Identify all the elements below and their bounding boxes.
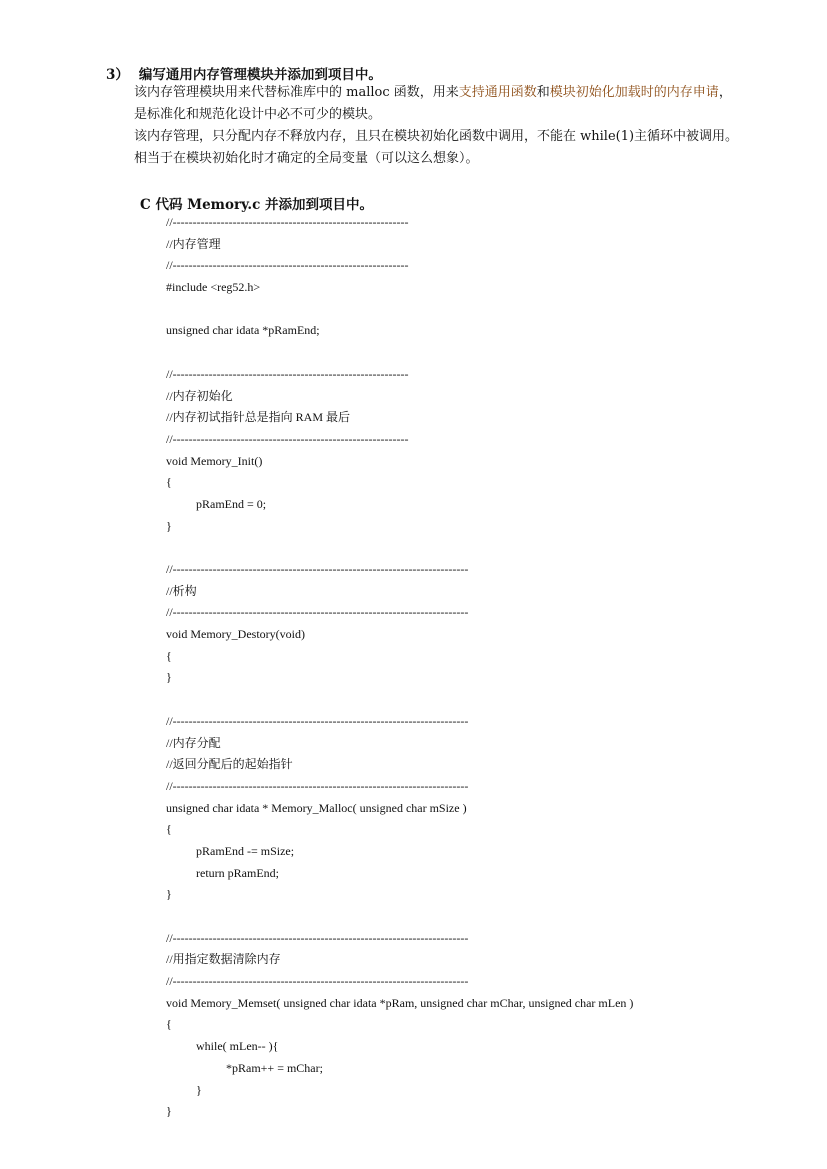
section-heading (106, 63, 382, 83)
code-line: pRamEnd -= mSize; (196, 843, 295, 858)
code-line: //返回分配后的起始指针 (166, 757, 293, 772)
paragraph-line-1 (134, 83, 732, 103)
code-line: { (166, 1017, 172, 1032)
paragraph-text: ， (718, 85, 732, 100)
section-title: 编写通用内存管理模块并添加到项目中。 (138, 67, 382, 83)
code-line: { (166, 648, 172, 663)
code-line: void Memory_Destory(void) (166, 627, 305, 642)
code-line: unsigned char idata * Memory_Malloc( unsigned char mSize ) (166, 800, 467, 815)
code-line: return pRamEnd; (196, 865, 279, 880)
code-line (166, 299, 633, 321)
code-line: //内存分配 (166, 735, 221, 750)
code-line: //-------------------------------------------------------------------------- (166, 562, 469, 576)
paragraph-text: 和 (536, 85, 550, 100)
code-line: } (166, 887, 172, 902)
code-line: *pRam++ = mChar; (226, 1060, 323, 1075)
code-line: //内存初始化 (166, 388, 233, 403)
code-line: unsigned char idata *pRamEnd; (166, 323, 320, 338)
code-line: //-------------------------------------------------------------------------- (166, 713, 469, 728)
code-line: } (166, 518, 172, 533)
section-number: 3） (106, 67, 129, 83)
code-line: } (196, 1082, 202, 1097)
code-line: //-------------------------------------------------------------------------- (166, 974, 469, 989)
code-line: //-------------------------------------------------------------------------- (166, 605, 469, 620)
code-line: //----------------------------------------------------------- (166, 215, 409, 229)
code-line: void Memory_Memset( unsigned char idata *pRam, unsigned char mChar, unsigned char mLen ) (166, 995, 634, 1010)
paragraph-line-2: 是标准化和规范化设计中必不可少的模块。 (134, 107, 382, 122)
code-line: //-------------------------------------------------------------------------- (166, 930, 469, 945)
code-line (166, 342, 633, 364)
highlight-text: 模块初始化加载时的内存申请 (549, 85, 719, 100)
paragraph-line-4: 相当于在模块初始化时才确定的全局变量（可以这么想象）。 (134, 151, 479, 166)
code-line: //-------------------------------------------------------------------------- (166, 778, 469, 793)
code-line: #include <reg52.h> (166, 280, 261, 295)
code-line: void Memory_Init() (166, 453, 263, 468)
code-line (166, 689, 633, 711)
code-line (166, 906, 633, 928)
code-line: //----------------------------------------------------------- (166, 431, 409, 446)
code-line: { (166, 475, 172, 490)
code-block (166, 212, 633, 1123)
code-line: //内存管理 (166, 236, 221, 251)
code-line: } (166, 1104, 172, 1119)
paragraph-line-3: 该内存管理，只分配内存不释放内存，且只在模块初始化函数中调用，不能在 while(1)主循环中被调用。 (134, 129, 739, 144)
code-line: { (166, 822, 172, 837)
code-line: while( mLen-- ){ (196, 1039, 279, 1054)
highlight-text: 支持通用函数 (458, 85, 537, 100)
code-line: pRamEnd = 0; (196, 496, 267, 511)
code-line: //用指定数据清除内存 (166, 952, 281, 967)
code-heading: C 代码 Memory.c 并添加到项目中。 (140, 197, 373, 213)
code-line: //内存初试指针总是指向 RAM 最后 (166, 410, 351, 425)
code-line: //----------------------------------------------------------- (166, 366, 409, 381)
paragraph-text: 该内存管理模块用来代替标准库中的 malloc 函数，用来 (134, 85, 459, 100)
code-line: } (166, 670, 172, 685)
code-line: //析构 (166, 583, 197, 598)
code-line (166, 537, 633, 559)
code-line: //----------------------------------------------------------- (166, 258, 409, 273)
